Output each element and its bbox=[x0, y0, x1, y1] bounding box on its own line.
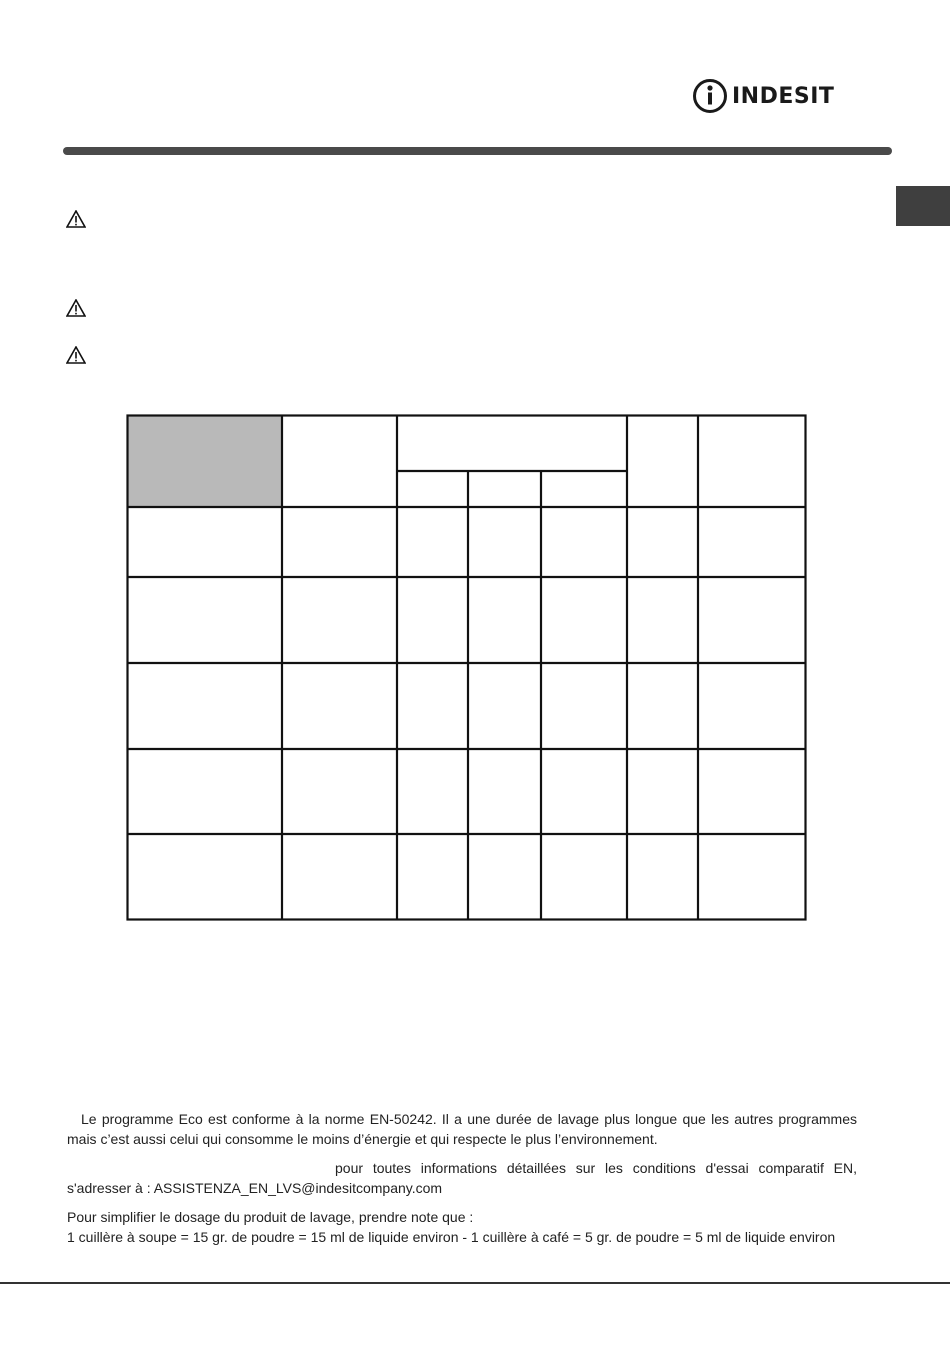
brand-logo bbox=[692, 76, 842, 116]
language-tab bbox=[896, 186, 950, 226]
footer-rule bbox=[0, 1282, 950, 1284]
notes-block bbox=[67, 1110, 857, 1247]
dosage-intro: Pour simplifier le dosage du produit de lavage, prendre note que : bbox=[67, 1209, 474, 1225]
dosage-detail: 1 cuillère à soupe = 15 gr. de poudre = 15 ml de liquide environ - 1 cuillère à café = 5 gr. de poudre = 5 ml de liquide environ bbox=[67, 1228, 836, 1245]
brand-name: INDESIT bbox=[732, 83, 835, 109]
warning-triangle-icon bbox=[66, 210, 86, 228]
warning-triangle-icon bbox=[66, 299, 86, 317]
program-table-grid bbox=[126, 414, 807, 921]
eco-program-note: Le programme Eco est conforme à la norme EN-50242. Il a une durée de lavage plus longue que les autres programmes mais c’est aussi celui qui consomme le moins d’énergie et qui respecte le plus l’environnement. bbox=[67, 1111, 857, 1147]
warning-triangle-icon bbox=[66, 346, 86, 364]
indesit-i-logo-icon bbox=[692, 78, 728, 114]
contact-note bbox=[67, 1159, 857, 1198]
program-table bbox=[126, 414, 807, 921]
contact-note-text: pour toutes informations détaillées sur les conditions d'essai comparatif EN, s'adresser à : ASSISTENZA_EN_LVS@indesitcompany.com bbox=[67, 1160, 857, 1196]
header-rule bbox=[63, 147, 892, 155]
table-header-shaded-cell bbox=[128, 416, 281, 506]
